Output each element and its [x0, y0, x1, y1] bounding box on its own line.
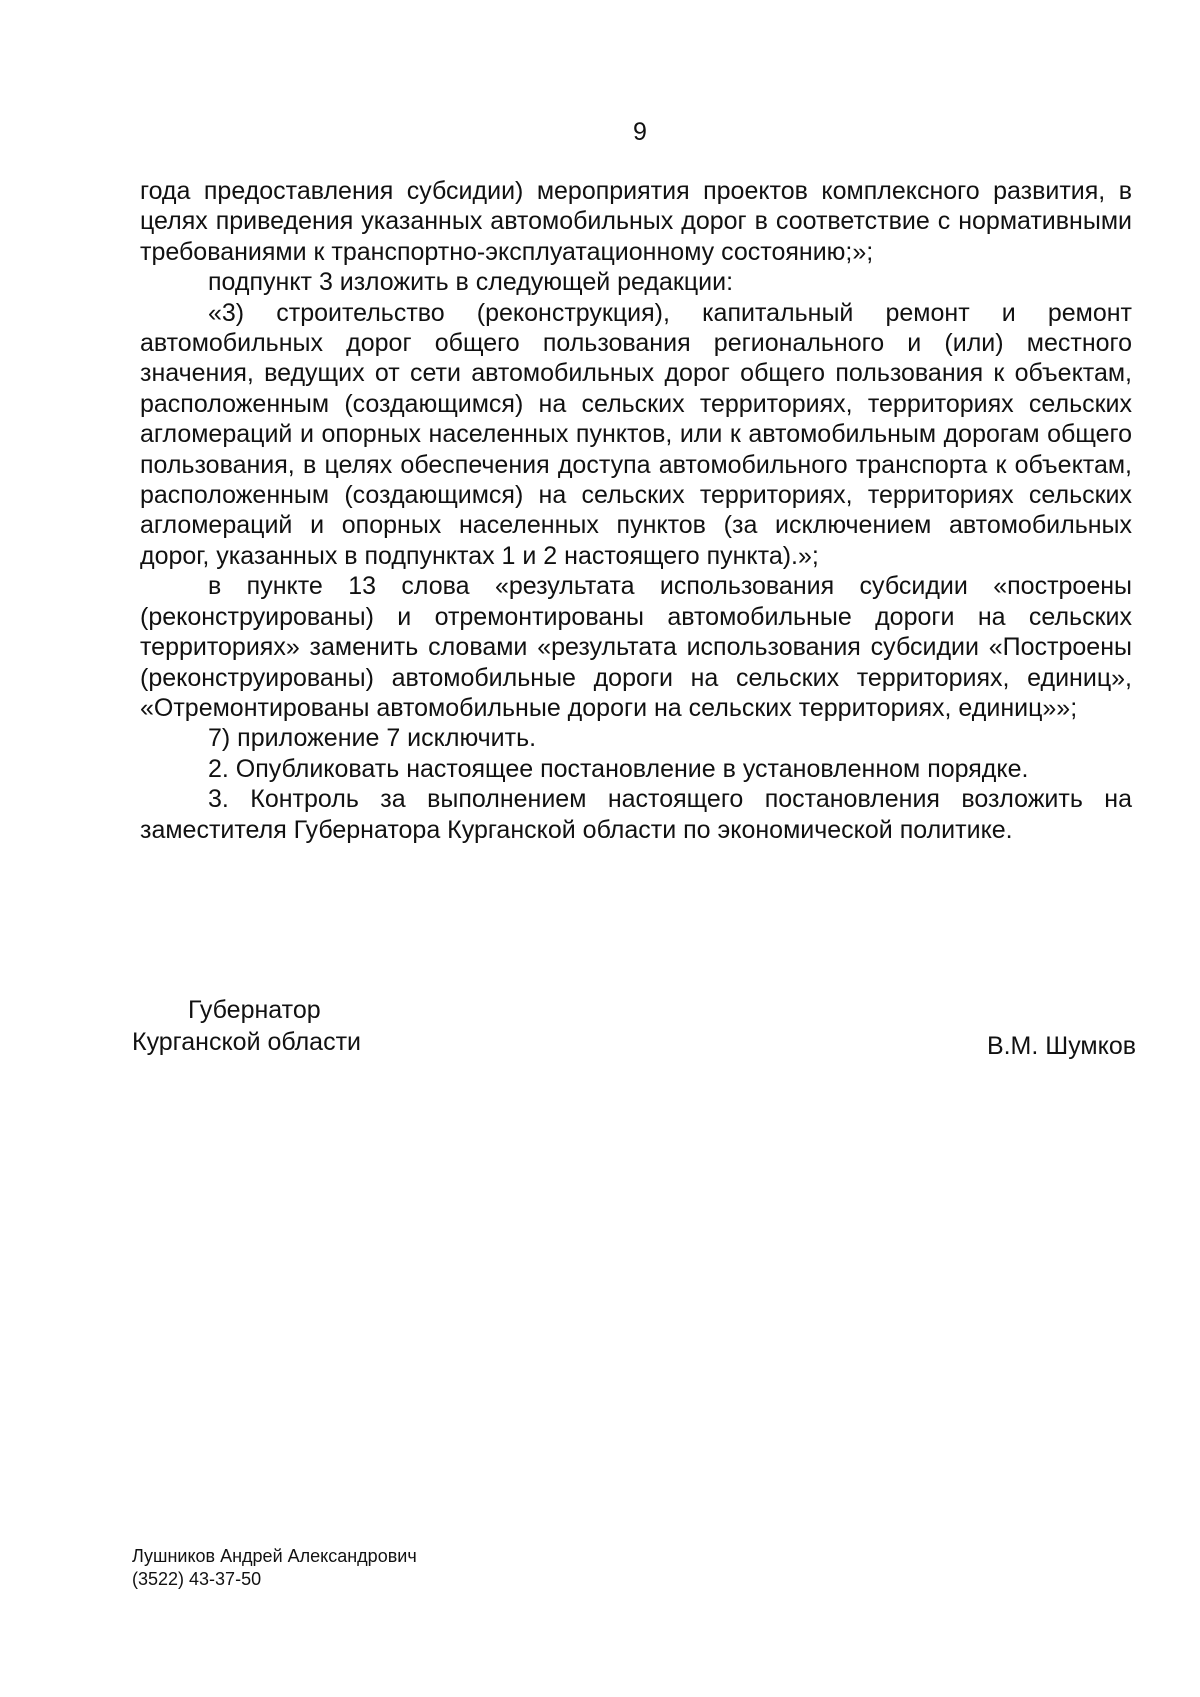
paragraph-subpoint-3-intro: подпункт 3 изложить в следующей редакции:: [208, 268, 734, 297]
executor-phone: (3522) 43-37-50: [132, 1569, 262, 1589]
signatory-title-line1: Губернатор: [188, 996, 321, 1024]
paragraph-appendix-7: 7) приложение 7 исключить.: [208, 724, 537, 753]
paragraph-continuation: года предоставления субсидии) мероприятия проектов комплексного развития, в целях приведения указанных автомобильных дорог в соответствие с нормативными требованиями к транспортно-эксплуатационному состоянию;»;: [140, 177, 1132, 266]
paragraph-point-13: в пункте 13 слова «результата использования субсидии «построены (реконструированы) и отремонтированы автомобильные дороги на сельских территориях» заменить словами «результата использования субсидии «Построены (реконструированы) автомобильные дороги на сельских территориях, единиц», «Отремонтированы автомобильные дороги на сельских территориях, единиц»»;: [140, 572, 1132, 722]
executor-name: Лушников Андрей Александрович: [132, 1546, 417, 1566]
paragraph-publish: 2. Опубликовать настоящее постановление в установленном порядке.: [208, 754, 1029, 783]
executor-info: [132, 1545, 417, 1591]
paragraph-control: 3. Контроль за выполнением настоящего постановления возложить на заместителя Губернатора Курганской области по экономической политике.: [140, 785, 1132, 844]
signatory-name: В.М. Шумков: [986, 1032, 1136, 1060]
page-number: 9: [633, 118, 647, 146]
document-body: [140, 176, 1132, 845]
signatory-title-line2: Курганской области: [132, 1028, 362, 1056]
signature-block: [132, 994, 1136, 1084]
paragraph-subpoint-3-text: «3) строительство (реконструкция), капитальный ремонт и ремонт автомобильных дорог общего пользования регионального и (или) местного значения, ведущих от сети автомобильных дорог общего пользования к объектам, расположенным (создающимся) на сельских территориях, территориях сельских агломераций и опорных населенных пунктов, или к автомобильным дорогам общего пользования, в целях обеспечения доступа автомобильного транспорта к объектам, расположенным (создающимся) на сельских территориях, территориях сельских агломераций и опорных населенных пунктов (за исключением автомобильных дорог, указанных в подпунктах 1 и 2 настоящего пункта).»;: [140, 298, 1132, 570]
